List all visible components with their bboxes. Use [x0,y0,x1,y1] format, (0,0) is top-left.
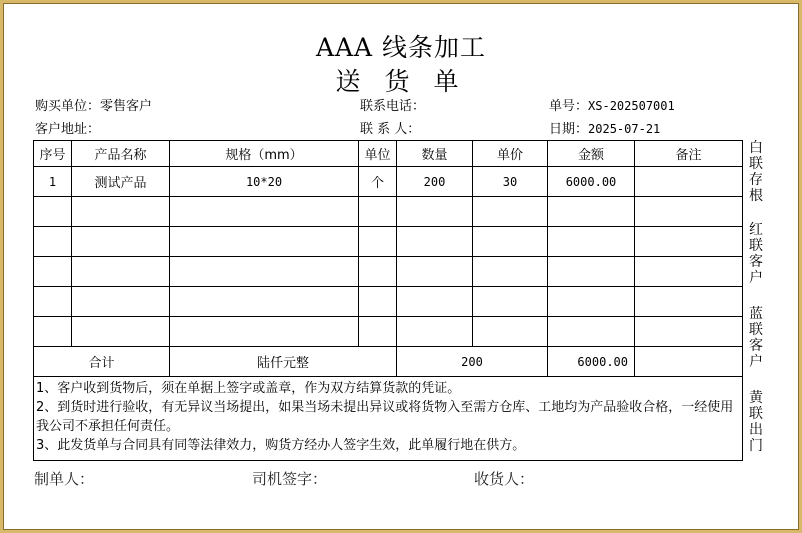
cell-qty [397,227,473,257]
cell-remark [635,257,743,287]
note-item: 3、此发货单与合同具有同等法律效力，购货方经办人签字生效，此单履行地在供方。 [36,438,526,453]
contact-label: 联 系 人： [360,122,421,137]
cell-amount: 6000.00 [548,167,635,197]
contact-field [360,118,420,137]
order-no-field [549,95,675,114]
total-row [34,347,743,377]
cell-amount [548,317,635,347]
cell-remark [635,227,743,257]
cell-spec [170,257,359,287]
cell-unit [359,317,397,347]
cell-qty: 200 [397,167,473,197]
cell-spec [170,197,359,227]
table-row [34,257,743,287]
cell-price [473,227,548,257]
order-no-label: 单号： [549,99,589,114]
cell-spec [170,287,359,317]
date-field [549,118,660,137]
total-qty: 200 [397,347,548,377]
total-remark [635,347,743,377]
cell-price [473,257,548,287]
table-row [34,317,743,347]
cell-no [34,197,72,227]
cell-no [34,227,72,257]
cell-remark [635,287,743,317]
address-field [35,118,100,137]
cell-name [72,227,170,257]
cell-price: 30 [473,167,548,197]
address-label: 客户地址： [35,122,101,137]
buyer-field [35,95,152,114]
driver-signature-label: 司机签字： [252,470,328,488]
col-header-price: 单价 [473,141,548,167]
cell-spec [170,317,359,347]
cell-name [72,287,170,317]
cell-name [72,317,170,347]
buyer-label: 购买单位： [35,99,101,114]
cell-amount [548,197,635,227]
phone-label: 联系电话： [360,99,426,114]
cell-unit [359,287,397,317]
col-header-spec: 规格（mm） [170,141,359,167]
copy-label-blue: 蓝联客户 [749,306,763,370]
note-item: 2、到货时进行验收，有无异议当场提出，如果当场未提出异议或将货物入至需方仓库、工地均为产品验收合格，一经使用我公司不承担任何责任。 [36,400,734,434]
cell-unit [359,257,397,287]
copy-label-red: 红联客户 [749,222,763,286]
cell-amount [548,227,635,257]
cell-price [473,197,548,227]
cell-unit: 个 [359,167,397,197]
cell-qty [397,197,473,227]
cell-name [72,257,170,287]
phone-field [360,95,425,114]
cell-name [72,197,170,227]
receiver-signature-label: 收货人： [474,470,535,488]
maker-signature-label: 制单人： [34,470,95,488]
col-header-name: 产品名称 [72,141,170,167]
total-amount: 6000.00 [548,347,635,377]
notes-row [34,377,743,461]
items-table [33,140,743,461]
cell-no [34,317,72,347]
cell-price [473,287,548,317]
cell-no: 1 [34,167,72,197]
col-header-remark: 备注 [635,141,743,167]
date-label: 日期： [549,122,589,137]
date-value: 2025-07-21 [588,122,661,136]
copy-label-yellow: 黄联出门 [749,390,763,454]
col-header-no: 序号 [34,141,72,167]
cell-spec: 10*20 [170,167,359,197]
cell-amount [548,287,635,317]
cell-no [34,257,72,287]
company-title: AAA 线条加工 [315,33,487,62]
cell-unit [359,197,397,227]
cell-qty [397,317,473,347]
cell-qty [397,257,473,287]
cell-qty [397,287,473,317]
cell-unit [359,227,397,257]
col-header-unit: 单位 [359,141,397,167]
col-header-amount: 金额 [548,141,635,167]
cell-amount [548,257,635,287]
note-item: 1、客户收到货物后，须在单据上签字或盖章，作为双方结算货款的凭证。 [36,381,461,396]
table-header-row [34,141,743,167]
order-no-value: XS-202507001 [588,99,675,113]
document-title: 送 货 单 [335,67,467,96]
cell-remark [635,197,743,227]
terms-notes [34,377,743,461]
cell-price [473,317,548,347]
cell-no [34,287,72,317]
col-header-qty: 数量 [397,141,473,167]
total-amount-words: 陆仟元整 [170,347,397,377]
table-row [34,167,743,197]
cell-spec [170,227,359,257]
total-label: 合计 [34,347,170,377]
cell-name: 测试产品 [72,167,170,197]
copy-label-white: 白联存根 [749,140,763,204]
table-row [34,287,743,317]
buyer-value: 零售客户 [100,99,153,114]
cell-remark [635,167,743,197]
table-row [34,197,743,227]
table-row [34,227,743,257]
cell-remark [635,317,743,347]
